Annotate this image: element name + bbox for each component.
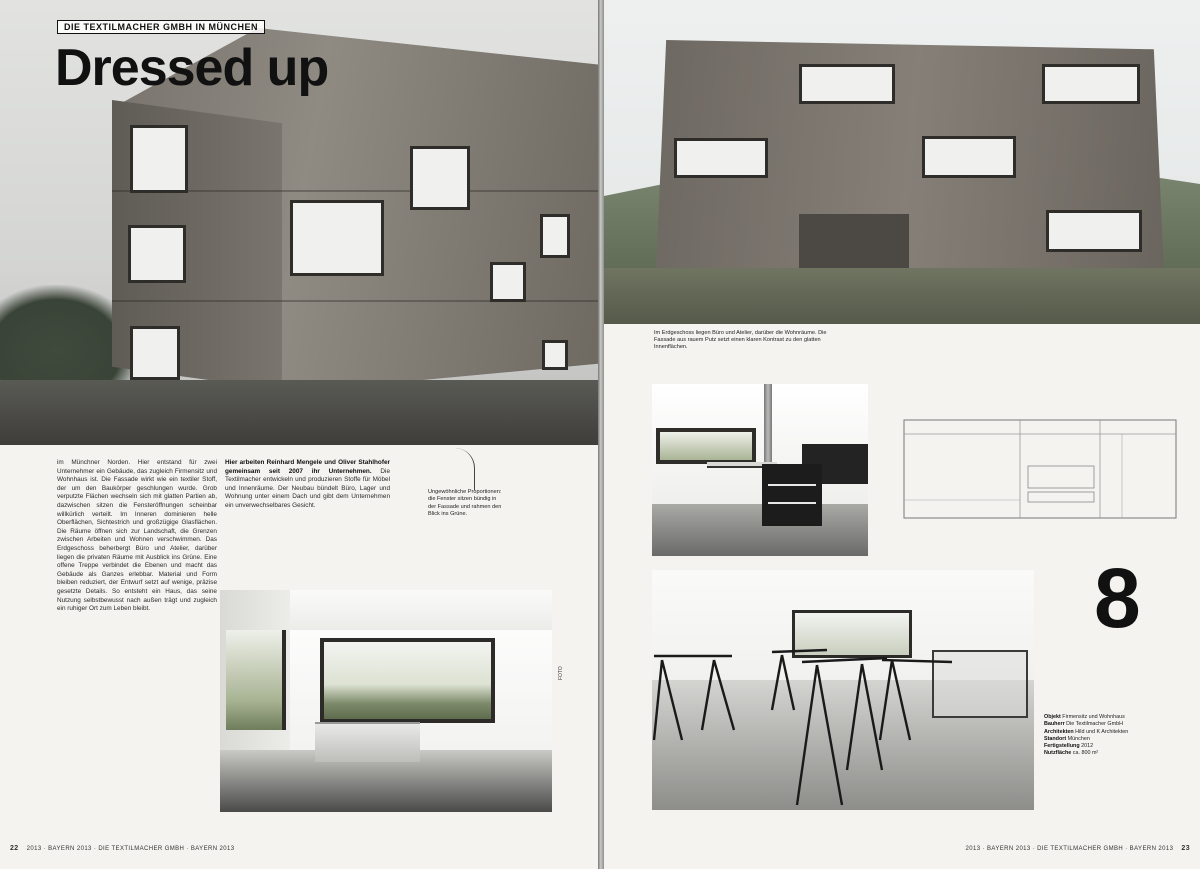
hero-window (128, 225, 186, 283)
plan-outline (904, 420, 1176, 518)
right-page (604, 0, 1200, 869)
studio-trestle-tables (652, 570, 1034, 810)
kitchen-window (656, 428, 756, 464)
interior-window-left (226, 630, 286, 730)
info-line (1044, 721, 1192, 728)
trestle-leg (880, 660, 910, 740)
page-number-left: 22 (10, 845, 19, 852)
trestle-leg (654, 660, 682, 740)
trestle-leg (702, 660, 734, 730)
interior-window-landscape (320, 638, 495, 723)
exterior-window (1042, 64, 1140, 104)
exterior-window (1046, 210, 1142, 252)
plan-room (1028, 466, 1094, 488)
kitchen-stove-flue (764, 384, 772, 464)
project-info-box (1044, 714, 1192, 758)
info-value: Die Textilmacher GmbH (1066, 721, 1123, 728)
trestle-top (772, 650, 827, 652)
info-line (1044, 750, 1192, 757)
photo-callout: Ungewöhnliche Proportionen: die Fenster sitzen bündig in der Fassade und rahmen den Blick ins Grüne. (428, 489, 502, 518)
info-line (1044, 714, 1192, 721)
body-column-1: im Münchner Norden. Hier entstand für zwei Unternehmer ein Gebäude, das zugleich Firmensitz und Wohnhaus ist. Die Fassade wirkt wie ein textiler Stoff, der um den Baukörper geschlungen wurde. Grob verputzte Flächen wechseln sich mit glatten Partien ab, dazwischen sitzen die Fensteröffnungen scheinbar willkürlich verteilt. Im Inneren dominieren helle Oberflächen, Sichtestrich und großzügige Glasflächen. Die Räume öffnen sich zur Landschaft, die Grenzen zwischen Arbeiten und Wohnen verschwimmen. Das Erdgeschoss beherbergt Büro und Atelier, darüber liegen die privaten Räume mit Ausblick ins Grüne. Eine offene Treppe verbindet die Ebenen und macht das Gebäude als Ganzes erlebbar. Material und Form bleiben reduziert, der Entwurf setzt auf wenige, präzise gesetzte Details. So entsteht ein Haus, das seine Nutzung selbstbewusst nach außen trägt und zugleich ein ruhiger Ort zum Leben bleibt. (57, 459, 217, 613)
page-folio-left (10, 845, 234, 852)
info-label: Fertigstellung (1044, 743, 1080, 750)
floor-plan-drawing (900, 414, 1182, 524)
interior-photo-kitchen (652, 384, 868, 556)
info-value: München (1067, 735, 1090, 742)
body-column-2-lead: Hier arbeiten Reinhard Mengele und Oliver Stahlhofer gemeinsam seit 2007 ihr Unternehmen. (225, 459, 390, 475)
photo-caption: Im Erdgeschoss liegen Büro und Atelier, darüber die Wohnräume. Die Fassade aus rauem Putz setzt einen klaren Kontrast zu den glatten Innenflächen. (654, 330, 827, 350)
trestle-top (802, 658, 887, 662)
hero-window (542, 340, 568, 370)
info-label: Objekt (1044, 714, 1061, 720)
page-number-right: 23 (1181, 845, 1190, 852)
kitchen-island (762, 464, 822, 526)
trestle-leg (772, 655, 794, 710)
project-number: 8 (1094, 551, 1141, 645)
info-label: Nutzfläche (1044, 750, 1072, 757)
info-label: Bauherr (1044, 721, 1065, 728)
article-kicker: DIE TEXTILMACHER GMBH IN MÜNCHEN (57, 20, 265, 34)
info-value: 2012 (1081, 743, 1094, 750)
hero-window (290, 200, 384, 276)
info-value: ca. 800 m² (1072, 750, 1099, 757)
folio-text-left: 2013 · BAYERN 2013 · DIE TEXTILMACHER GMBH · BAYERN 2013 (26, 846, 235, 852)
info-line (1044, 729, 1192, 736)
exterior-grass (604, 268, 1200, 324)
info-value: Firmensitz und Wohnhaus (1062, 714, 1125, 720)
hero-window (410, 146, 470, 210)
exterior-garage-door (799, 214, 909, 270)
hero-ground (0, 380, 598, 445)
exterior-photo-facade (604, 0, 1200, 324)
info-line (1044, 743, 1192, 750)
hero-window (130, 125, 188, 193)
plan-room (1028, 492, 1094, 502)
exterior-window (674, 138, 768, 178)
hero-window (130, 326, 180, 380)
interior-counter (315, 722, 420, 762)
info-label: Architekten (1044, 728, 1074, 735)
info-line (1044, 736, 1192, 743)
photo-credit: FOTO (558, 666, 564, 680)
body-column-2-text: Die Textilmacher entwickeln und produzieren Stoffe für Möbel und Innenräume. Der Neubau bündelt Büro, Lager und Wohnung unter einem Dach und gibt dem Unternehmen ein unverwechselbares Gesicht. (225, 467, 390, 509)
exterior-window (799, 64, 895, 104)
folio-text-right: 2013 · BAYERN 2013 · DIE TEXTILMACHER GMBH · BAYERN 2013 (965, 846, 1174, 852)
hero-window (540, 214, 570, 258)
exterior-window (922, 136, 1016, 178)
kitchen-floor (652, 504, 868, 556)
body-column-2 (225, 459, 390, 569)
left-page (0, 0, 598, 869)
info-value: Hild und K Architekten (1075, 728, 1129, 735)
interior-photo-living-room (220, 590, 552, 812)
trestle-leg (847, 664, 882, 770)
hero-window (490, 262, 526, 302)
callout-pointer-line (455, 448, 475, 490)
trestle-leg (797, 665, 842, 805)
interior-photo-studio (652, 570, 1034, 810)
article-headline: Dressed up (55, 39, 329, 97)
page-folio-right (966, 845, 1190, 852)
info-label: Standort (1044, 735, 1067, 742)
